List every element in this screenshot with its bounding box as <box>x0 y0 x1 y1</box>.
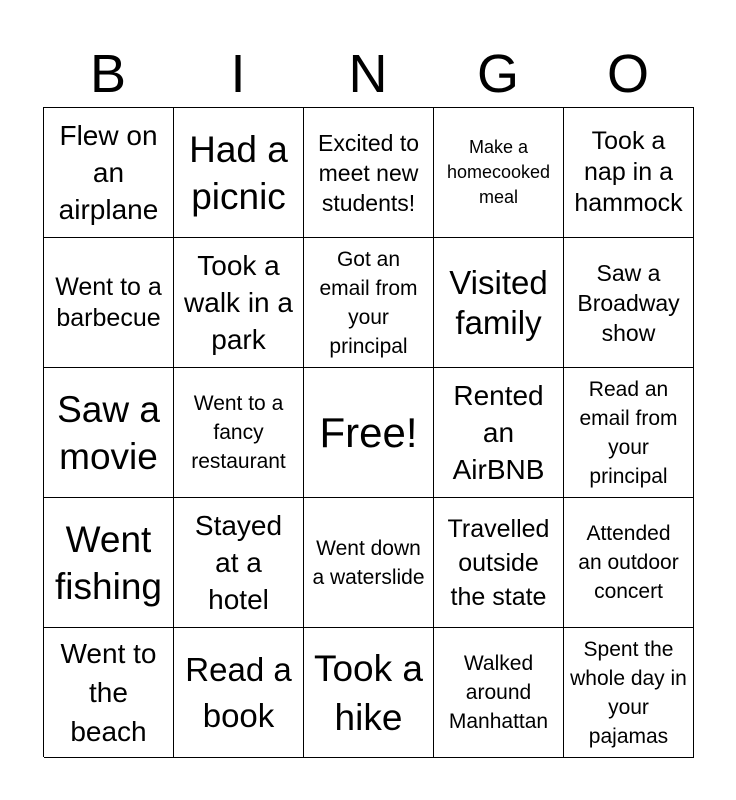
cell-text: Had a picnic <box>189 128 288 217</box>
cell-text: Attended an outdoor concert <box>578 522 679 603</box>
bingo-cell[interactable] <box>174 498 304 628</box>
cell-text: Visited family <box>449 263 548 341</box>
header-letter-n: N <box>348 44 388 104</box>
bingo-header <box>43 40 693 108</box>
bingo-cell[interactable] <box>304 108 434 238</box>
bingo-cell[interactable] <box>44 498 174 628</box>
bingo-cell[interactable] <box>174 108 304 238</box>
header-letter-i: I <box>230 44 246 104</box>
cell-text: Went to a barbecue <box>55 272 162 332</box>
bingo-cell[interactable] <box>174 368 304 498</box>
bingo-cell[interactable] <box>564 628 694 758</box>
bingo-cell[interactable] <box>564 238 694 368</box>
cell-text: Went fishing <box>55 518 162 607</box>
free-space-cell[interactable] <box>304 368 434 498</box>
cell-text: Rented an AirBNB <box>452 380 545 485</box>
bingo-cell[interactable] <box>304 498 434 628</box>
cell-text: Went to a fancy restaurant <box>191 392 286 473</box>
cell-text: Excited to meet new students! <box>318 129 419 216</box>
cell-text: Spent the whole day in your pajamas <box>570 637 687 748</box>
bingo-cell[interactable] <box>44 238 174 368</box>
cell-text: Got an email from your principal <box>319 247 418 358</box>
bingo-cell[interactable] <box>304 628 434 758</box>
bingo-cell[interactable] <box>304 238 434 368</box>
bingo-cell[interactable] <box>434 628 564 758</box>
bingo-cell[interactable] <box>44 368 174 498</box>
cell-text: Read an email from your principal <box>579 377 678 488</box>
cell-text: Stayed at a hotel <box>194 510 283 615</box>
bingo-cell[interactable] <box>44 108 174 238</box>
cell-text: Travelled outside the state <box>447 514 550 611</box>
header-letter-o: O <box>606 44 649 104</box>
bingo-cell[interactable] <box>174 238 304 368</box>
bingo-cell[interactable] <box>564 108 694 238</box>
bingo-cell[interactable] <box>564 498 694 628</box>
cell-text: Went down a waterslide <box>312 536 425 589</box>
bingo-cell[interactable] <box>564 368 694 498</box>
free-space-text: Free! <box>319 408 418 456</box>
bingo-cell[interactable] <box>434 108 564 238</box>
cell-text: Saw a movie <box>57 388 160 477</box>
bingo-cell[interactable] <box>434 498 564 628</box>
header-letter-g: G <box>476 44 519 104</box>
bingo-cell[interactable] <box>44 628 174 758</box>
bingo-grid <box>43 107 694 757</box>
cell-text: Walked around Manhattan <box>448 652 549 733</box>
header-letter-b: B <box>89 44 127 104</box>
cell-text: Went to the beach <box>60 638 157 747</box>
bingo-cell[interactable] <box>434 238 564 368</box>
cell-text: Took a nap in a hammock <box>574 127 683 217</box>
cell-text: Took a hike <box>313 647 423 738</box>
cell-text: Saw a Broadway show <box>577 259 680 346</box>
cell-text: Read a book <box>185 650 292 734</box>
cell-text: Make a homecooked meal <box>446 137 551 207</box>
bingo-cell[interactable] <box>434 368 564 498</box>
cell-text: Took a walk in a park <box>184 250 293 355</box>
bingo-cell[interactable] <box>174 628 304 758</box>
cell-text: Flew on an airplane <box>58 120 159 225</box>
